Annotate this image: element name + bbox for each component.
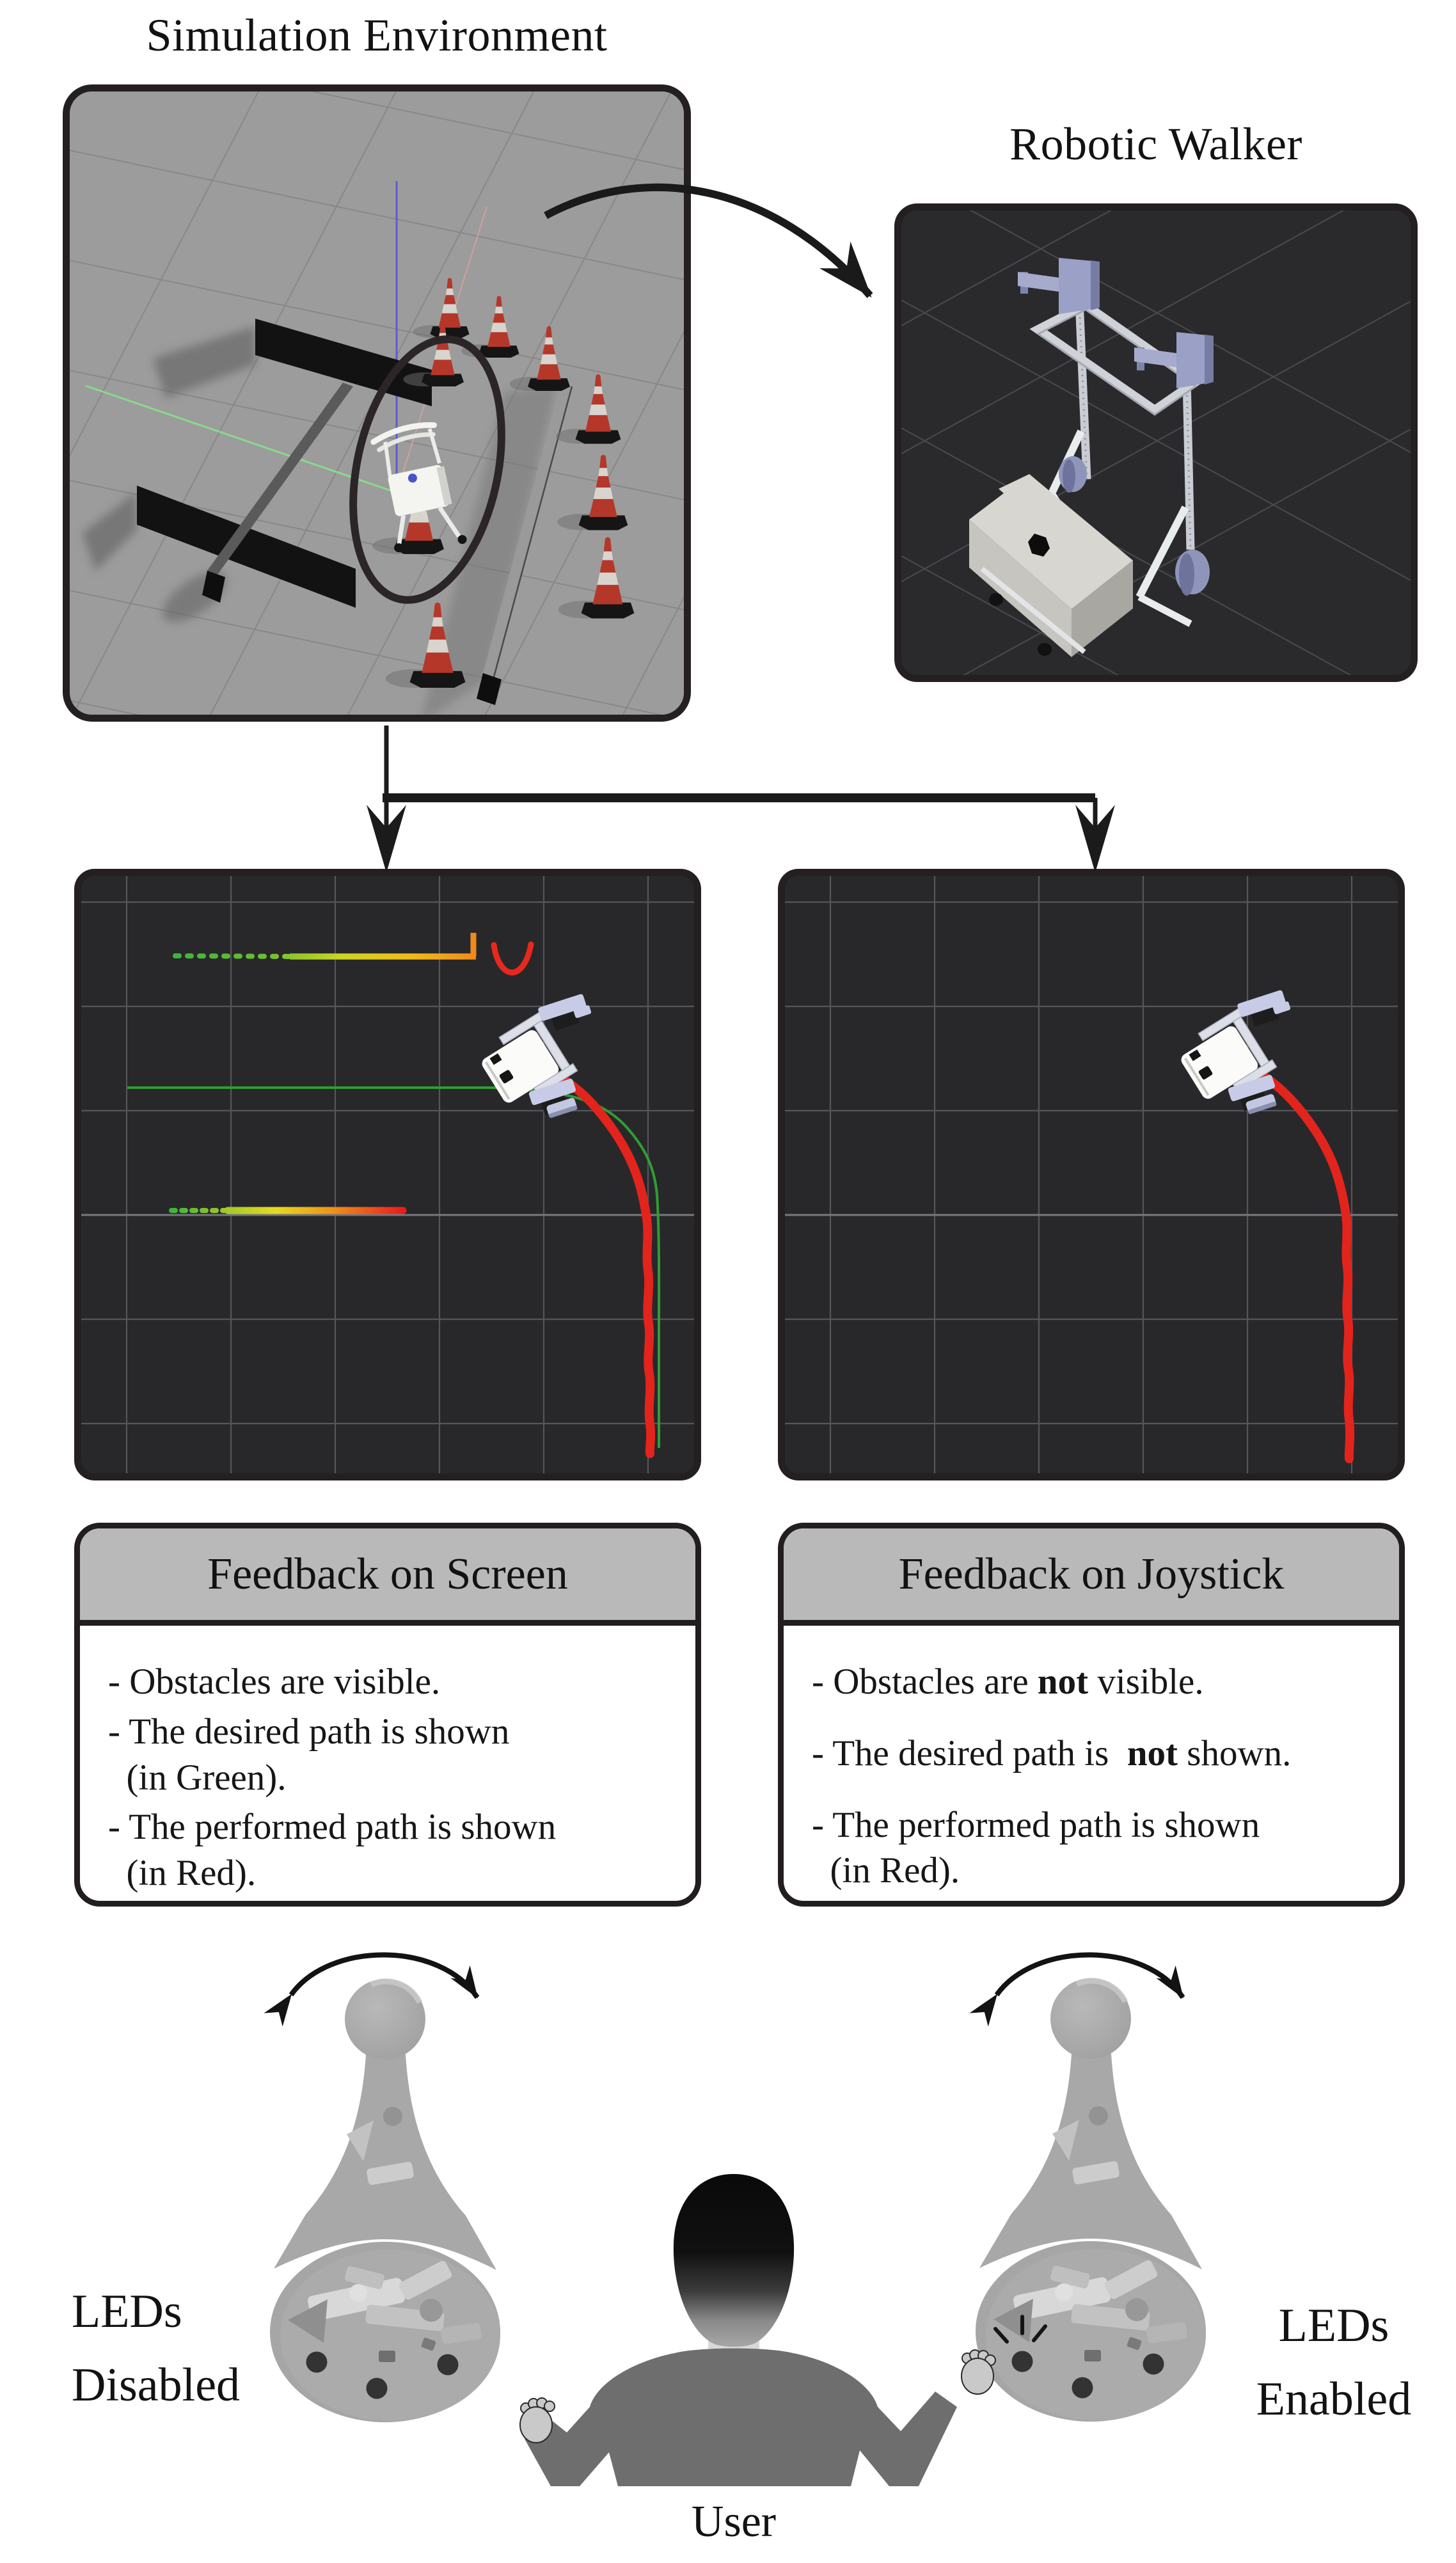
feedback-joystick-body: [784, 1626, 1399, 1894]
feedback-joystick-box: [778, 1523, 1405, 1907]
feedback-bullet: - The desired path is shown (in Green).: [108, 1711, 510, 1798]
leds-enabled-line1: LEDs: [1278, 2299, 1389, 2352]
joystick-right: [976, 1978, 1206, 2422]
feedback-bullet: - The performed path is shown (in Red).: [108, 1807, 557, 1894]
simulation-3d-view: [70, 91, 684, 715]
led-shine-icon: [995, 2317, 1045, 2342]
user-head: [674, 2174, 794, 2347]
feedback-screen-body: [80, 1626, 695, 1896]
simulation-environment-title: Simulation Environment: [146, 10, 608, 61]
user-neck: [708, 2335, 759, 2366]
feedback-bullet: - The desired path is not shown.: [812, 1733, 1292, 1773]
user-hand-right: [961, 2350, 995, 2394]
feedback-joystick-title: Feedback on Joystick: [898, 1549, 1285, 1599]
rviz-joystick-feedback-view: [778, 869, 1405, 1480]
robotic-walker-3d-view: [901, 210, 1411, 675]
flow-arrowhead-right-icon: [1075, 805, 1115, 873]
feedback-bullet: - Obstacles are not visible.: [812, 1662, 1204, 1702]
leds-enabled-line2: Enabled: [1256, 2372, 1412, 2425]
leds-disabled-line2: Disabled: [72, 2358, 241, 2411]
rotate-arrow-left-icon: [291, 1955, 477, 1997]
flow-arrowhead-left-icon: [367, 805, 406, 873]
feedback-bullet: - The performed path is shown (in Red).: [812, 1804, 1260, 1891]
user-body: [525, 2349, 957, 2487]
leds-enabled-label: [1209, 2289, 1456, 2436]
feedback-screen-header: [80, 1528, 695, 1626]
user-hand-left: [520, 2398, 555, 2443]
rotate-arrow-right-icon: [997, 1955, 1183, 1997]
user-figure: [520, 2174, 995, 2486]
leds-disabled-line1: LEDs: [72, 2285, 182, 2338]
simulation-environment-panel: [63, 84, 691, 722]
joystick-left: [270, 1979, 500, 2422]
feedback-screen-title: Feedback on Screen: [207, 1549, 568, 1599]
leds-disabled-label: [72, 2275, 240, 2422]
flow-connector: [367, 726, 1115, 873]
user-label: User: [691, 2497, 777, 2546]
robotic-walker-title: Robotic Walker: [1009, 118, 1302, 170]
rviz-screen-canvas: [81, 876, 694, 1473]
feedback-bullet: - Obstacles are visible.: [108, 1662, 441, 1702]
feedback-joystick-header: [784, 1528, 1399, 1626]
feedback-screen-box: [74, 1523, 701, 1907]
robotic-walker-panel: [894, 203, 1418, 682]
rviz-joystick-canvas: [785, 876, 1398, 1473]
rviz-screen-feedback-view: [74, 869, 701, 1480]
